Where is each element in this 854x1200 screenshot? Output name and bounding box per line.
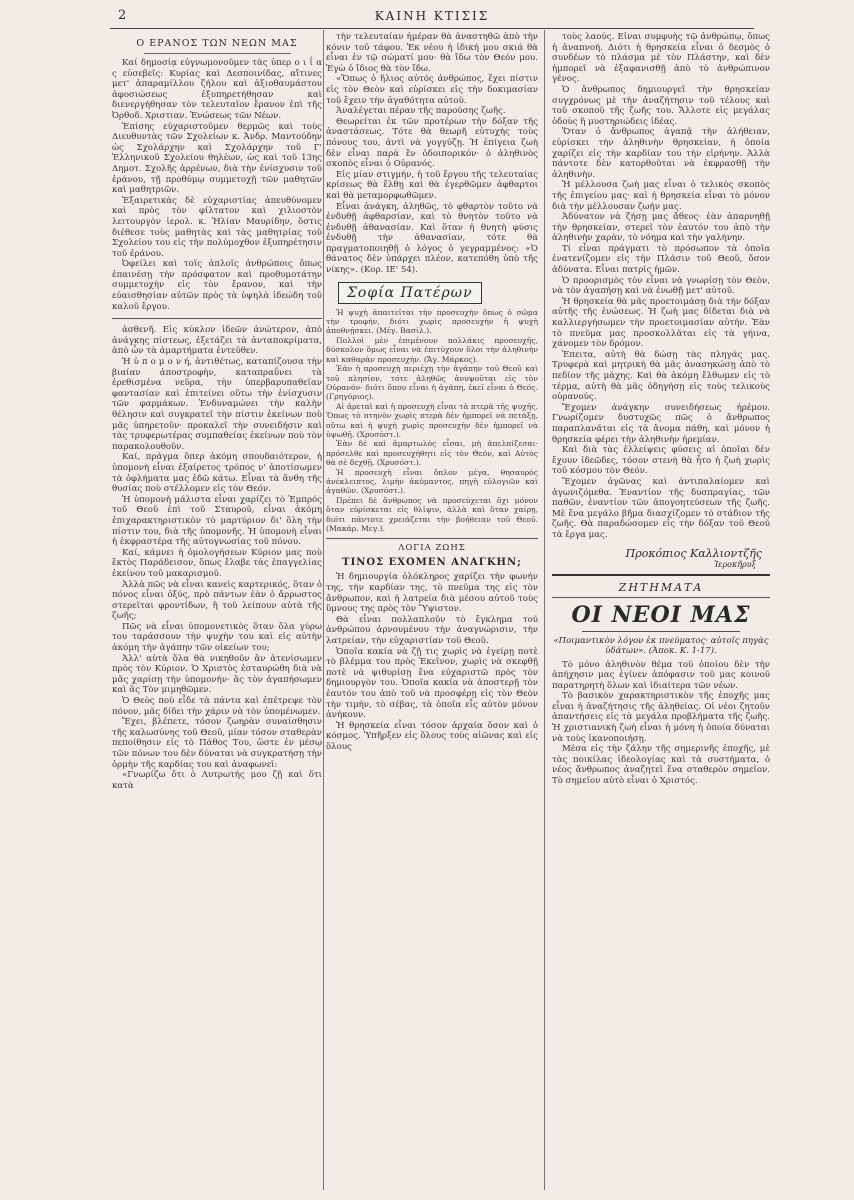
- paragraph: Ἡ θρησκεία θὰ μᾶς προετοιμάσῃ διὰ τὴν δόξαν αὐτῆς τῆς ἑνώσεως. Ἡ ζωὴ μας δίδεται διὰ νὰ καλλιεργήσωμεν τὴν προετοιμασίαν αὐτήν. Ἐὰν τὸ πνεῦμα μας προσκολλᾶται εἰς τὰ γήινα, χάνομεν τὸν δρόμον.: [552, 296, 770, 350]
- paragraph: Ὅταν ὁ ἄνθρωπος ἀγαπᾷ τὴν ἀλήθειαν, εὑρίσκει τὴν ἀληθινὴν θρησκείαν, ἡ ὁποία χαρίζει εἰς τὴν καρδίαν του τὴν εἰρήνην. Ἀλλὰ πάντοτε δὲν κατορθοῦται νὰ ἐκφρασθῇ τὴν ἀληθινὴν.: [552, 127, 770, 180]
- column-rule: [544, 30, 545, 1190]
- epigraph: «Ποιμαντικὸν λόγον ἐκ πνεύματος· αὐτοῖς πηγὰς ὑδάτων». (Ἀποκ. Κ. 1-17).: [553, 635, 769, 656]
- paragraph: Καί, πράγμα ὅπερ ἀκόμη σπουδαιότερον, ἡ ὑπομονὴ εἶναι ἐξαίρετος τρόπος ν' ἀποτίσωμεν τὰ ὀφλήματα μας ἐδῶ κάτω. Εἶναι τὰ ἄνθη τῆς θυσίας ποὺ στέλλομεν εἰς τὸν Θεόν.: [112, 452, 322, 495]
- column-1: [112, 34, 322, 1194]
- paragraph: Ἡ μέλλουσα ζωὴ μας εἶναι ὁ τελικὸς σκοπὸς τῆς ἐπιγείου μας· καὶ ἡ θρησκεία εἶναι τὸ μόνον διὰ τὴν μέλλουσαν ζωήν μας.: [552, 180, 770, 212]
- paragraph: Ὀφείλει καὶ τοῖς ἁπλοῖς ἀνθρώποις ὅπως ἐπαινέσῃ τὴν πρόσφατον καὶ προθυμοτάτην συμμετοχὴν εἰς τὸν ἔρανον, καὶ τὴν εὐαισθησίαν αὐτῶν πρὸς τὰ ὑψηλὰ ἰδεώδη τοῦ καλοῦ ἔργου.: [112, 259, 322, 312]
- paragraph: Τὸ μόνο ἀληθινὸν θέμα τοῦ ὁποίου δὲν τὴν ἀπήχησιν μας ἐγίνεν ἀπόφασιν τοῦ μας κοινοῦ παρατηρητὴ ὅλων καὶ ἰδιαίτερα τῶν νέων.: [552, 659, 770, 691]
- headline-rule: [582, 631, 740, 632]
- paragraph: Εἶναι ἀνάγκη, ἀληθῶς, τὸ φθαρτὸν τοῦτο νὰ ἐνδυθῇ ἀφθαρσίαν, καὶ τὸ θνητὸν τοῦτο νὰ ἐνδυθῇ ἀθανασίαν. Καὶ ὅταν ἡ θνητὴ φύσις ἐνδυθῇ τὴν ἀθανασίαν, τότε θὰ πραγματοποιηθῇ ὁ λόγος ὁ γεγραμμένος: «Ὁ θάνατος δὲν ὑπάρχει πλέον, κατεπόθη ὑπὸ τῆς νίκης». (Κορ. ΙΕ' 54).: [326, 201, 538, 276]
- logia-title: ΤΙΝΟΣ ΕΧΟΜΕΝ ΑΝΑΓΚΗΝ;: [342, 557, 522, 569]
- paragraph: Τί εἶναι πράγματι τὸ πρόσωπον τὰ ὁποῖα ἐνατενίζομεν εἰς τὴν Πλάσιν τοῦ Θεοῦ, ὅσον ἀδύνατα. Εἶναι πατρίς ἡμῶν.: [552, 243, 770, 276]
- author-signature: Προκόπιος Καλλιοντζῆς: [625, 546, 762, 560]
- box-title-wrap: [326, 282, 538, 304]
- paragraph: Ἡ ὑπομονὴ μάλιστα εἶναι χαρίζει τὸ Ἐμπρός τοῦ Θεοῦ ἐπὶ τοῦ Σταυροῦ, εἶναι ἀκόμη ἐπιχαρακτηριστικὸν τὸ μαρτύριον δι' ὅλη τὴν πίστιν του, διὰ τῆς ὑπομονῆς. Ἡ ὑπομονὴ εἶναι ἡ ἐκφραστέρα τῆς αὐτογνωσίας τοῦ πόνου.: [112, 494, 322, 548]
- column-rule: [323, 30, 324, 1190]
- paragraph: «Γνωρίζω ὅτι ὁ Λυτρωτής μου ζῇ καὶ ὅτι κατὰ: [112, 770, 322, 791]
- section-rule: [552, 597, 770, 598]
- paragraph: Ἔχομεν ἀγῶνας καὶ ἀντιπαλαίομεν καὶ ἀγωνιζόμεθα. Ἐναντίον τῆς δυσπραγίας, τῶν παθῶν, ἐναντίον τῶν ἀπογοητεύσεων τῆς ζωῆς. Μὲ ἕνα μεγάλο βῆμα διασχίζομεν τὸ στάδιον τῆς ζωῆς. Θὰ παραδώσομεν εἰς τὴν δόξαν τοῦ Θεοῦ τὰ ἔργα μας.: [552, 476, 770, 540]
- paragraph: Ἔχομεν ἀνάγκην συνειδήσεως ἠρέμου. Γνωρίζομεν δυστυχῶς πῶς ὁ ἄνθρωπος παραπλανᾶται εἰς τὰ ἄνομα πάθη, καὶ μόνον ἡ θρησκεία φέρει τὴν ἀληθινὴν ἠρεμίαν.: [552, 402, 770, 445]
- patristic-quote: Πολλοὶ μὲν ἐπιμένουν πολλάκις προσευχῆς, δύσκολον ὅμως εἶναι νὰ ἐπιτύχουν ὅλοι τὴν ἀληθινὴν καὶ καθαρὰν προσευχήν. (Ἄγ. Μάρκος).: [326, 335, 538, 364]
- paragraph: Ἀλλ' αὐτὰ ὅλα θὰ νικηθοῦν ἂν ἀτενίσωμεν πρὸς τὸν Κύριον. Ὁ Χριστὸς ἐσταυρώθη διὰ νὰ μᾶς χαρίσῃ τὴν ὑπομονήν· ἂς τὸν ἀγαπήσωμεν καὶ ἂς Τὸν μιμηθῶμεν.: [112, 653, 322, 696]
- paragraph: τοὺς λαούς. Εἶναι συμφυὴς τῷ ἀνθρώπῳ, ὅπως ἡ ἀναπνοή. Διότι ἡ θρησκεία εἶναι ὁ δεσμὸς ὁ συνδέων τὸ πλάσμα μὲ τὸν Πλάστην, καὶ δὲν ἠμπορεῖ νὰ ἐξαφανισθῇ ἀπὸ τὸ ἀνθρώπινον γένος.: [552, 32, 770, 85]
- paragraph: Ὁ Θεὸς ποὺ εἶδε τὰ πάντα καὶ ἐπέτρεψε τὸν πόνον, μᾶς δίδει τὴν χάριν νὰ τὸν ὑπομένωμεν.: [112, 696, 322, 717]
- page-number: 2: [118, 8, 127, 23]
- column-2: [326, 32, 538, 1194]
- paragraph: Ἀδύνατον νὰ ζήσῃ μας ἄθεος· ἐὰν ἀπαρνηθῇ τὴν θρησκείαν, στερεῖ τὸν ἑαυτόν του ἀπὸ τὴν ἀληθινὴν χαρὰν, τὸ νόημα καὶ τὴν γαλήνην.: [552, 212, 770, 244]
- paragraph: Ἡ θρησκεία εἶναι τόσον ἀρχαία ὅσον καὶ ὁ κόσμος. Ὑπῆρξεν εἰς ὅλους τοὺς αἰῶνας καὶ εἰς ὅλους: [326, 720, 538, 752]
- page-header: [110, 6, 754, 29]
- section-label: ΖΗΤΗΜΑΤΑ: [618, 580, 704, 594]
- article-headline: ΟΙ ΝΕΟΙ ΜΑΣ: [571, 601, 751, 628]
- paragraph: Καὶ διὰ τὰς ἐλλείψεις φύσεις αἱ ὁποῖαι δὲν ἔχουν ἰδεῶδες, τόσον στενὴ θὰ ἦτο ἡ ζωὴ χωρὶς τοῦ κόσμου τὸν Θεόν.: [552, 445, 770, 477]
- paragraph: «Ὅπως ὁ ἥλιος αὐτός ἀνθρώπος, ἔχει πίστιν εἰς τὸν Θεὸν καὶ εὑρίσκει εἰς τὴν δοκιμασίαν τοῦ ἔχειν τὴν ἀγαθότητα αὐτοῦ.: [326, 74, 538, 106]
- section-rule: [112, 318, 322, 319]
- paragraph: Ἐπίσης εὐχαριστοῦμεν θερμῶς καὶ τοὺς Διευθυντὰς τῶν Σχολείων κ. Ἀνδρ. Μαντούδην ὡς Σχολάρχην καὶ Σχολάρχην τοῦ Γ' Ἑλληνικοῦ Σχολείου θηλέων, ὡς καὶ τοῦ 13ης Δημοτ. Σχολῆς ἀρρένων, διὰ τὴν ἐνίσχυσιν τοῦ ἐράνου, τῇ προθύμῳ συμμετοχῇ τῶν μαθητῶν καὶ μαθητριῶν.: [112, 121, 322, 196]
- paragraph: Ἡ δημιουργία ὁλόκληρος χαρίζει τὴν φωνήν της, τὴν καρδίαν της, τὸ πνεῦμα της εἰς τὸν ἄνθρωπον, καὶ ἡ λατρεία διὰ μέσου αὐτοῦ τοὺς ὕμνους της πρὸς τὸν Ὕψιστον.: [326, 572, 538, 615]
- paragraph: Ἐπειτα, αὐτὴ θὰ δώσῃ τὰς πληγάς μας. Τρυφερὰ καὶ μητρικὴ θὰ μᾶς ἀνασηκώσῃ ἀπὸ τὸ πεδίον τῆς μάχης. Καὶ θὰ ἀκόμη ἔλθωμεν εἰς τὸ τέρμα, αὐτὴ θὰ μᾶς ὁδηγήσῃ εἰς τοὺς τελικοὺς οὐρανούς.: [552, 349, 770, 403]
- author-title: Ἱεροκῆρυξ: [714, 559, 756, 569]
- paragraph: τὴν τελευταίαν ἡμέραν θὰ ἀναστηθῶ ἀπὸ τὴν κόνιν τοῦ τάφου. Ἐκ νέου ἡ ἰδική μου σκιά θὰ εἶναι ἐν τῷ σώματί μου· θὰ ἴδω τὸν Θεόν μου. Ἐγὼ ὁ ἴδιος θὰ τὸν ἴδω.: [326, 32, 538, 74]
- paragraph: Ὁ ἄνθρωπος δημιουργεῖ τὴν θρησκείαν συγχρόνως μὲ τὴν ἀναζήτησιν τοῦ τέλους καὶ τοῦ σκοποῦ τῆς ζωῆς του. Ἄλλοτε εἰς μεγάλας ὁδοὺς ἢ μυστηριώδεις ἰδέας.: [552, 84, 770, 127]
- paragraph: Εἰς μίαν στιγμήν, ἡ τοῦ ἔργου τῆς τελευταίας κρίσεως θὰ ἔλθῃ καὶ θὰ ἐγερθῶμεν ἀφθαρτοι καὶ θὰ μεταμορφωθῶμεν.: [326, 169, 538, 201]
- paragraph: Θεωρείται ἐκ τῶν προτέρων τὴν δόξαν τῆς ἀναστάσεως. Τότε θὰ θεωρῆ εὐτυχὴς τοὺς πόνους του, ἀντὶ νὰ γογγύζῃ. Ἡ ἐπίγεια ζωὴ δὲν εἶναι παρὰ ἓν ὁδοιπορικόν· ὁ ἀληθινὸς σκοπὸς εἶναι ὁ Οὐρανός.: [326, 116, 538, 170]
- paragraph: Πῶς νὰ εἶναι ὑπομονετικὸς ὅταν ὅλα γύρω του ταράσσουν τὴν ψυχὴν του καὶ εἰς αὐτὴν ἀκόμη τὴν ἀγάπην τῶν οἰκείων του;: [112, 621, 322, 654]
- paragraph: Μέσα εἰς τὴν ζάλην τῆς σημερινῆς ἐποχῆς, μὲ τὰς ποικίλας ἰδεολογίας καὶ τὰ συστήματα, ὁ νέος ἄνθρωπος ἀναζητεῖ ἕνα σταθερὸν σημεῖον. Τὸ σημεῖον αὐτὸ εἶναι ὁ Χριστός.: [552, 744, 770, 787]
- paragraph: Καί, κάμνει ἡ ὁμολογήσεων Κύριον μας ποὺ ἔκτὸς Παράδεισον, ὅπως ἔλαβε τὰς ἐπαγγελίας ἐκείνου τοῦ μακαρισμοῦ.: [112, 547, 322, 579]
- paragraph: Ὁποῖα κακία νὰ ζῇ τις χωρὶς νὰ ἐγείρῃ ποτὲ τὸ βλέμμα του πρὸς Ἐκεῖνον, χωρὶς νὰ σκεφθῇ ποτὲ νὰ ψιθυρίσῃ ἕνα εὐχαριστῶ πρὸς τὸν δημιουργὸν του. Ὁποῖα κακία νὰ ἀποστερῇ τὸν ἑαυτόν του ἀπὸ τοῦ νὰ προσφέρῃ εἰς τὸν Θεὸν τὴν τιμήν, τὸ σέβας, τὰ ὁποῖα εἶς αὐτὸν μόνον ἀνήκουν.: [326, 646, 538, 721]
- patristic-quote: Ἡ ψυχὴ ἀπαιτεῖται τὴν προσευχὴν ὅπως ὁ σῶμα τὴν τροφήν, διότι χωρὶς προσευχὴν ἡ ψυχὴ ἀποθνῄσκει. (Μέγ. Βασίλ.).: [326, 307, 538, 336]
- paragraph: ἀσθενῆ. Εἰς κύκλον ἰδεῶν ἀνώτερον, ἀπὸ ἀνάγκης πίστεως, ἐξετάζει τὰ ἀνταποκρίματα, ἀπὸ ὧν τὰ ἀμαρτήματα ἐντεῦθεν.: [112, 325, 322, 357]
- journal-title: ΚΑΙΝΗ ΚΤΙΣΙΣ: [374, 9, 490, 23]
- paragraph: Ἡ ὑ π ο μ ο ν ή, ἀντιθέτως, καταπίζουσα τὴν βιαίαν ἀποστροφὴν, καταπραΰνει τὰ ἐρεθισμένα νεῦρα, τὴν ὑπερβαρυπαθεῖαν φαντασίαν καὶ ἐπιτείνει οὕτω τὴν ἐνίσχυσιν τῶν φαρμάκων. Ἐνδυναμώνει τὴν καλὴν θέλησιν καὶ συγκρατεῖ τὴν πίστιν ἐκείνων ποὺ μᾶς ὑπηρετοῦν· προκαλεῖ τὴν συνειδήσιν καὶ τὰς τρυφερωτέρας συμπαθείας ἐκείνων ποὺ τὸν παρακολουθοῦν.: [112, 357, 322, 452]
- paragraph: Ἀλλὰ πῶς νὰ εἶναι κανεὶς καρτερικός, ὅταν ὁ πόνος εἶναι ὀξύς, πρὸ πάντων ἐὰν ὁ ἄρρωστος στερεῖται φροντίδων, ἢ τοῦ λείπουν αὐτὰ τῆς ζωῆς;: [112, 579, 322, 622]
- paragraph: Τὸ βασικὸν χαρακτηριστικὸν τῆς ἐποχῆς μας εἶναι ἡ ἀναζήτησις τῆς ἀληθείας. Οἱ νέοι ζητοῦν ἀπαντήσεις εἰς τὰ μεγάλα προβλήματα τῆς ζωῆς. Ἡ χριστιανικὴ ζωὴ εἶναι ἡ μόνη ἡ ὁποία δύναται νὰ τοὺς ἱκανοποιήσῃ.: [552, 691, 770, 744]
- section-rule: [552, 574, 770, 576]
- paragraph: Ὁ προορισμὸς τὸν εἶναι νὰ γνωρίσῃ τὸν Θεὸν, νὰ τὸν ἀγαπήσῃ καὶ νὰ ἐνωθῇ μετ' αὐτοῦ.: [552, 275, 770, 297]
- paragraph: Θὰ εἶναι πολλαπλοῦν τὸ ἔγκλημα τοῦ ἀνθρώπου ἀρνουμένου τὴν ἀναγνώρισιν, τὴν λατρείαν, τὴν εὐχαριστίαν τοῦ Θεοῦ.: [326, 614, 538, 646]
- article-heading: Ο ΕΡΑΝΟΣ ΤΩΝ ΝΕΩΝ ΜΑΣ: [136, 38, 298, 49]
- heading-rule: [144, 53, 291, 54]
- logia-heading: ΛΟΓΙΑ ΖΩΗΣ: [398, 543, 466, 554]
- patristic-quote: Αἱ ἀρεταὶ καὶ ἡ προσευχὴ εἶναι τὰ πτερὰ τῆς ψυχῆς. Ὅπως τὸ πτηνὸν χωρὶς πτερὰ δὲν ἠμπορεῖ νὰ πετάξῃ, οὕτω καὶ ἡ ψυχὴ χωρὶς προσευχὴν δὲν ἠμπορεῖ νὰ ὑψωθῇ. (Χρυσόστ.).: [326, 401, 538, 439]
- section-rule: [326, 538, 538, 539]
- patristic-box-title: Σοφία Πατέρων: [338, 282, 482, 304]
- paragraph: Ἐξαιρετικὰς δὲ εὐχαριστίας ἀπευθύνομεν καὶ πρὸς τὸν φίλτατον καὶ χιλιοστὸν λειτουργὸν ἱερολ. κ. Ἠλίαν Μαυρίδην, ὅστις διέθεσε τοὺς μαθητὰς καὶ τὰς μαθητρίας τοῦ Σχολείου του εἰς τὴν πολύμοχθον ἐξυπηρέτησιν τοῦ ἐράνου.: [112, 195, 322, 259]
- paragraph: Ἀναλέγεται πέραν τῆς παρούσης ζωῆς.: [336, 106, 506, 117]
- paragraph: Καί δημοσίᾳ εὐγνωμονοῦμεν τὰς ὑπερ ο ι ΐ α ς εὐσεβεῖς: Κυρίας καὶ Δεσποινίδας, αἵτινες μετ' ἀπαραμίλλου ζήλου καὶ ἀξιοθαυμάστου ἀφοσιώσεως ἐξυπηρετήθησαν καὶ διενεργήθησαν τὸν τελευταῖον ἔρανον ἐπὶ τῆς Ὀρθοδ. Χριστιαν. Ἑνώσεως τῶν Νέων.: [112, 58, 322, 121]
- column-3: [552, 32, 770, 1194]
- patristic-quote: Ἡ προσευχὴ εἶναι ὅπλον μέγα, θησαυρὸς ἀνέκλειπτος, λιμὴν ἀκύμαντος, πηγὴ εὐλογιῶν καὶ ἀγαθῶν. (Χρυσόστ.).: [326, 467, 538, 496]
- patristic-quote: Ἐὰν δὲ καὶ ἁμαρτωλὸς εἶσαι, μὴ ἀπελπίζεσαι· πρόσελθε καὶ προσευχήθητι εἰς τὸν Θεόν, καὶ Αὐτὸς θὰ σὲ δεχθῇ. (Χρυσόστ.).: [326, 439, 538, 468]
- paragraph: Ἔχει, βλέπετε, τόσον ζωηρὰν συναίσθησιν τῆς καλωσύνης τοῦ Θεοῦ, μίαν τόσον σταθερὰν πεποίθησιν εἰς τὸ Πάθος Του, ὥστε ἐν μέσῳ τῶν πόνων του δὲν δύναται νὰ συγκρατήσῃ τὴν ὁρμὴν τῆς καρδίας του καὶ ἀναφωνεῖ:: [112, 717, 322, 770]
- patristic-quote: Πρέπει δὲ ἄνθρωπος νὰ προσεύχεται ὄχι μόνον ὅταν εὑρίσκεται εἰς θλῖψιν, ἀλλὰ καὶ ὅταν χαίρῃ, διότι πάντοτε χρειάζεται τὴν βοήθειαν τοῦ Θεοῦ. (Μακάρ. Μεγ.).: [326, 495, 538, 533]
- patristic-quote: Ἐὰν ἡ προσευχὴ περιέχῃ τὴν ἀγάπην τοῦ Θεοῦ καὶ τοῦ πλησίον, τότε ἀληθῶς ἀνυψοῦται εἰς τὸν Οὐρανόν· διότι ὅπου εἶναι ἡ ἀγάπη, ἐκεῖ εἶναι ὁ Θεός. (Γρηγόριος).: [326, 364, 538, 402]
